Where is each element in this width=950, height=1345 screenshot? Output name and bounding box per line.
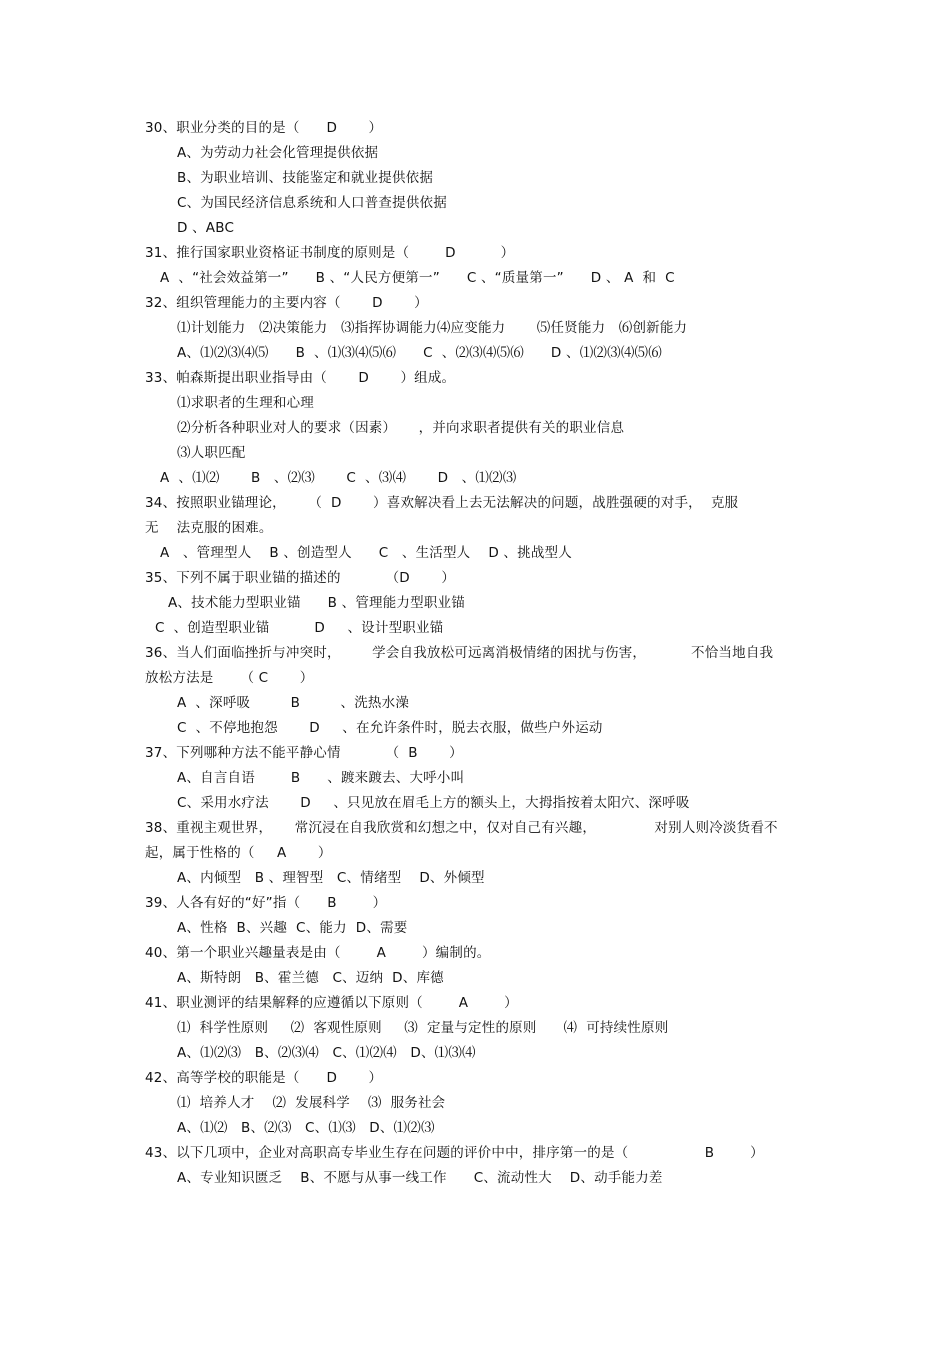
question-40: 40、第一个职业兴趣量表是由（ A ）编制的。 <box>145 945 491 961</box>
question-39: 39、人各有好的“好”指（ B ） <box>145 895 387 911</box>
question-38: 38、重视主观世界， 常沉浸在自我欣赏和幻想之中，仅对自己有兴趣， 对别人则冷淡货看不 <box>145 820 778 836</box>
question-43: 43、以下几项中，企业对高职高专毕业生存在问题的评价中中，排序第一的是（ B ） <box>145 1145 764 1161</box>
q30-option-a: A、为劳动力社会化管理提供依据 <box>177 145 379 161</box>
question-34-cont: 无 法克服的困难。 <box>145 520 273 536</box>
question-37: 37、下列哪种方法不能平静心情 （ B ） <box>145 745 463 761</box>
q32-items: ⑴计划能力 ⑵决策能力 ⑶指挥协调能力⑷应变能力 ⑸任贤能力 ⑹创新能力 <box>177 320 688 336</box>
q35-options-ab: A、技术能力型职业锚 B 、管理能力型职业锚 <box>168 595 465 611</box>
question-38-cont: 起，属于性格的（ A ） <box>145 845 332 861</box>
q33-options: A 、⑴⑵ B 、⑵⑶ C 、⑶⑷ D 、⑴⑵⑶ <box>160 470 517 486</box>
question-42: 42、高等学校的职能是（ D ） <box>145 1070 383 1086</box>
q37-options-cd: C、采用水疗法 D 、只见放在眉毛上方的额头上，大拇指按着太阳穴、深呼吸 <box>177 795 690 811</box>
question-35: 35、下列不属于职业锚的描述的 （D ） <box>145 570 456 586</box>
q41-items: ⑴ 科学性原则 ⑵ 客观性原则 ⑶ 定量与定性的原则 ⑷ 可持续性原则 <box>177 1020 669 1036</box>
q40-options: A、斯特朗 B、霍兰德 C、迈纳 D、库德 <box>177 970 444 986</box>
question-36: 36、当人们面临挫折与冲突时， 学会自我放松可远离消极情绪的困扰与伤害， 不恰当地自我 <box>145 645 774 661</box>
q31-options: A 、“社会效益第一” B 、“人民方便第一” C 、“质量第一” D 、 A 和 C <box>160 270 675 286</box>
question-31: 31、推行国家职业资格证书制度的原则是（ D ） <box>145 245 515 261</box>
q30-option-b: B、为职业培训、技能鉴定和就业提供依据 <box>177 170 434 186</box>
question-36-cont: 放松方法是 （ C ） <box>145 670 314 686</box>
q34-options: A 、管理型人 B 、创造型人 C 、生活型人 D 、挑战型人 <box>160 545 572 561</box>
q38-options: A、内倾型 B 、理智型 C、情绪型 D、外倾型 <box>177 870 485 886</box>
question-30: 30、职业分类的目的是（ D ） <box>145 120 383 136</box>
q33-item-1: ⑴求职者的生理和心理 <box>177 395 314 411</box>
q37-options-ab: A、自言自语 B 、踱来踱去、大呼小叫 <box>177 770 465 786</box>
q42-options: A、⑴⑵ B、⑵⑶ C、⑴⑶ D、⑴⑵⑶ <box>177 1120 435 1136</box>
q30-option-c: C、为国民经济信息系统和人口普查提供依据 <box>177 195 447 211</box>
q39-options: A、性格 B、兴趣 C、能力 D、需要 <box>177 920 408 936</box>
q35-options-cd: C 、创造型职业锚 D 、设计型职业锚 <box>155 620 444 636</box>
question-41: 41、职业测评的结果解释的应遵循以下原则（ A ） <box>145 995 518 1011</box>
q30-option-d: D 、ABC <box>177 220 235 236</box>
question-34: 34、按照职业锚理论， （ D ）喜欢解决看上去无法解决的问题，战胜强硬的对手， 克服 <box>145 495 739 511</box>
question-32: 32、组织管理能力的主要内容（ D ） <box>145 295 428 311</box>
q36-options-cd: C 、不停地抱怨 D 、在允许条件时，脱去衣服，做些户外运动 <box>177 720 603 736</box>
q36-options-ab: A 、深呼吸 B 、洗热水澡 <box>177 695 410 711</box>
q41-options: A、⑴⑵⑶ B、⑵⑶⑷ C、⑴⑵⑷ D、⑴⑶⑷ <box>177 1045 476 1061</box>
q42-items: ⑴ 培养人才 ⑵ 发展科学 ⑶ 服务社会 <box>177 1095 446 1111</box>
q33-item-3: ⑶人职匹配 <box>177 445 246 461</box>
q43-options: A、专业知识匮乏 B、不愿与从事一线工作 C、流动性大 D、动手能力差 <box>177 1170 663 1186</box>
q32-options: A、⑴⑵⑶⑷⑸ B 、⑴⑶⑷⑸⑹ C 、⑵⑶⑷⑸⑹ D 、⑴⑵⑶⑷⑸⑹ <box>177 345 662 361</box>
q33-item-2: ⑵分析各种职业对人的要求（因素） ，并向求职者提供有关的职业信息 <box>177 420 625 436</box>
question-33: 33、帕森斯提出职业指导由（ D ）组成。 <box>145 370 456 386</box>
